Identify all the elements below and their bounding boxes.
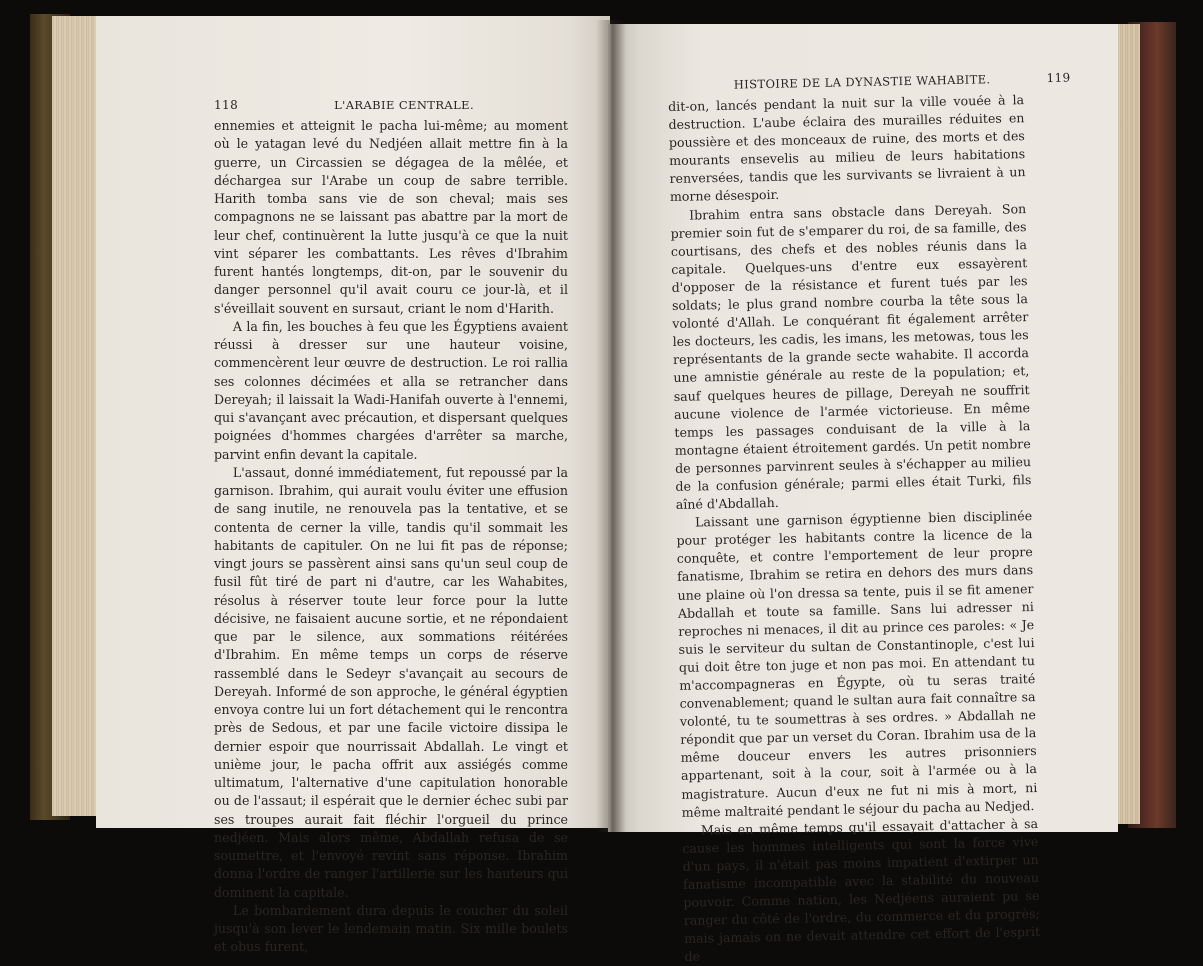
right-running-title: HISTOIRE DE LA DYNASTIE WAHABITE. <box>733 72 991 92</box>
paragraph: Le bombardement dura depuis le coucher du soleil jusqu'à son lever le lendemain matin. Six mille boulets et obus furent, <box>214 902 568 955</box>
paragraph: Laissant une garnison égyptienne bien disciplinée pour protéger les habitants contre la licence de la conquête, et contre l'emportement de leur propre fanatisme, Ibrahim se retira en dehors des murs dans une plaine où l'on dressa sa tente, puis il se fit amener Abdallah et toute sa famille. Sans lui adresser ni reproches ni menaces, il dit au prince ces paroles: « Je suis le serviteur du sultan de Constantinople, c'est lui qui doit être ton juge et non pas moi. En attendant tu m'accompagneras en Égypte, où tu seras traité convenablement; quand le sultan aura fait connaître sa volonté, tu te soumettras à ses ordres. » Abdallah ne répondit que par un verset du Coran. Ibrahim usa de la même douceur envers les autres prisonniers appartenant, soit à la cour, soit à l'armée ou à la magistrature. Aucun d'eux ne fut ni mis à mort, ni même maltraité pendant le séjour du pacha au Nedjed. <box>676 508 1038 820</box>
paragraph: dit-on, lancés pendant la nuit sur la ville vouée à la destruction. L'aube éclaira des murailles réduites en poussière et des monceaux de ruine, des morts et des mourants ensevelis au milieu de leurs habitations renversées, tandis que les survivants se livraient à un morne désespoir. <box>668 92 1026 205</box>
left-page <box>96 16 610 955</box>
right-page-body <box>668 91 1041 966</box>
paragraph: ennemies et atteignit le pacha lui-même; au moment où le yatagan levé du Nedjéen allait mettre fin à la guerre, un Circassien se dégagea de la mêlée, et déchargea sur l'Arabe un coup de sabre terrible. Harith tomba sans vie de son cheval; mais ses compagnons ne se laissant pas abattre par la mort de leur chef, continuèrent la lutte jusqu'à ce que la nuit vint séparer les combattants. Les rêves d'Ibrahim furent hantés longtemps, dit-on, par le souvenir du danger personnel qu'il avait couru ce jour-là, et il s'éveillait souvent en sursaut, criant le nom d'Harith. <box>214 118 568 316</box>
left-page-body <box>214 117 568 957</box>
paragraph: Ibrahim entra sans obstacle dans Dereyah. Son premier soin fut de s'emparer du roi, de sa famille, des courtisans, des chefs et des nobles réunis dans la capitale. Quelques-uns d'entre eux essayèrent d'opposer de la résistance et furent tués par les soldats; le plus grand nombre courba la tête sous la volonté d'Allah. Le conquérant fit également arrêter les docteurs, les cadis, les imans, les metowas, tous les représentants de la grande secte wahabite. Il accorda une amnistie générale au reste de la population; et, sauf quelques heures de pillage, Dereyah ne souffrit aucune violence de l'armée victorieuse. En même temps les passages conduisant de la ville à la montagne étaient étroitement gardés. Un petit nombre de personnes parvinrent seules à s'échapper au milieu de la confusion générale; parmi elles était Turki, fils aîné d'Abdallah. <box>670 200 1032 512</box>
paragraph: A la fin, les bouches à feu que les Égyptiens avaient réussi à dresser sur une hauteur voisine, commencèrent leur œuvre de destruction. Le roi rallia ses colonnes décimées et alla se retrancher dans Dereyah; il laissait la Wadi-Hanifah ouverte à l'ennemi, qui s'avançant avec précaution, et dispersant quelques poignées d'hommes chargées d'arrêter sa marche, parvint enfin devant la capitale. <box>214 318 568 462</box>
left-running-title: L'ARABIE CENTRALE. <box>334 98 474 112</box>
left-page-number: 118 <box>214 98 239 112</box>
left-running-head <box>214 98 568 114</box>
right-page <box>608 24 1118 965</box>
right-running-head <box>668 70 1088 95</box>
book-gutter-shadow <box>596 20 626 832</box>
paragraph: L'assaut, donné immédiatement, fut repoussé par la garnison. Ibrahim, qui aurait voulu éviter une effusion de sang inutile, ne renouvela pas la tentative, et se contenta de cerner la ville, tandis qu'il sommait les habitants de capituler. On ne lui fit pas de réponse; vingt jours se passèrent ainsi sans qu'un seul coup de fusil fût tiré de part ni d'autre, car les Wahabites, résolus à réserver toute leur force pour la lutte décisive, ne faisaient aucune sortie, et ne répondaient que par le silence, aux sommations réitérées d'Ibrahim. En même temps un corps de réserve rassemblé dans le Sedeyr s'avançait au secours de Dereyah. Informé de son approche, le général égyptien envoya contre lui un fort détachement qui le rencontra près de Sedous, et par une facile victoire dissipa le dernier espoir que nourrissait Abdallah. Le vingt et unième jour, le pacha offrit aux assiégés comme ultimatum, l'alternative d'une capitulation honorable ou de l'assaut; il espérait que le dernier échec subi par ses troupes aurait fait fléchir l'orgueil du prince nedjéen. Mais alors même, Abdallah refusa de se soumettre, et l'envoyé revint sans réponse. Ibrahim donna l'ordre de ranger l'artillerie sur les hauteurs qui dominent la capitale. <box>214 464 568 900</box>
right-page-number: 119 <box>1046 70 1071 86</box>
paragraph: Mais en même temps qu'il essayait d'attacher à sa cause les hommes intelligents qui sont la force vive d'un pays, il n'était pas moins impatient d'extirper un fanatisme incompatible avec la stabilité du nouveau pouvoir. Comme nation, les Nedjéens auraient pu se ranger du côté de l'ordre, du commerce et du progrès; mais jamais on ne devait attendre cet effort de l'esprit de <box>682 815 1041 965</box>
